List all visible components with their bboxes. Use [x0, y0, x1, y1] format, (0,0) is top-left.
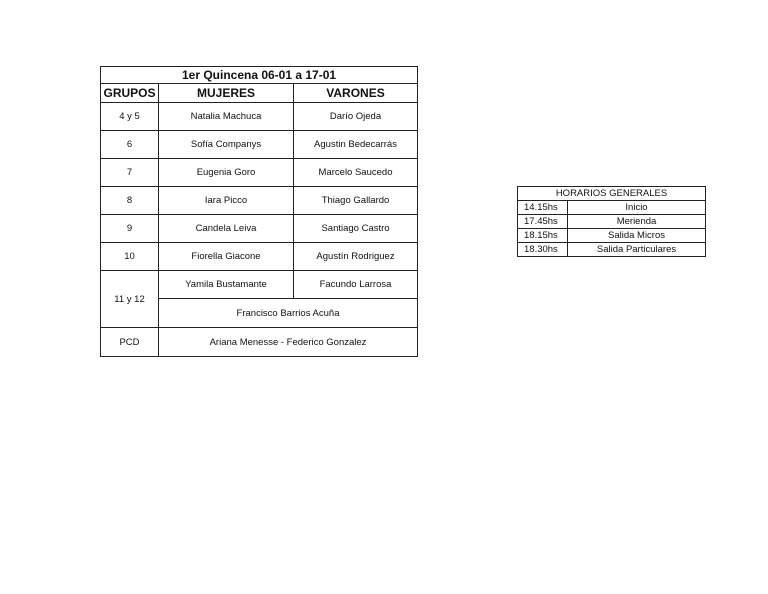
table-row	[518, 243, 706, 257]
table-row	[101, 103, 418, 131]
table-row	[101, 159, 418, 187]
table-row	[101, 328, 418, 357]
header-groups: GRUPOS	[101, 84, 159, 103]
women-cell: Fiorella Giacone	[159, 243, 294, 271]
table-row	[101, 187, 418, 215]
time-cell: 18.30hs	[518, 243, 568, 257]
men-cell: Marcelo Saucedo	[294, 159, 418, 187]
group-cell: 10	[101, 243, 159, 271]
hours-table	[517, 186, 706, 257]
table-row	[101, 243, 418, 271]
shared-cell: Francisco Barrios Acuña	[159, 299, 418, 328]
table-row	[518, 201, 706, 215]
table-row	[101, 131, 418, 159]
hours-title-row	[518, 187, 706, 201]
women-cell: Yamila Bustamante	[159, 271, 294, 299]
table-row	[518, 229, 706, 243]
schedule-table	[100, 66, 418, 357]
time-cell: 17.45hs	[518, 215, 568, 229]
men-cell: Agustín Rodriguez	[294, 243, 418, 271]
men-cell: Facundo Larrosa	[294, 271, 418, 299]
men-cell: Darío Ojeda	[294, 103, 418, 131]
women-cell: Sofía Companys	[159, 131, 294, 159]
men-cell: Thiago Gallardo	[294, 187, 418, 215]
table-row	[518, 215, 706, 229]
activity-cell: Inicio	[568, 201, 706, 215]
men-cell: Agustin Bedecarrás	[294, 131, 418, 159]
header-men: VARONES	[294, 84, 418, 103]
activity-cell: Salida Particulares	[568, 243, 706, 257]
table-row	[101, 271, 418, 299]
group-cell: 9	[101, 215, 159, 243]
group-cell: 4 y 5	[101, 103, 159, 131]
schedule-title: 1er Quincena 06-01 a 17-01	[101, 67, 418, 84]
women-cell: Natalia Machuca	[159, 103, 294, 131]
schedule-header-row	[101, 84, 418, 103]
schedule-title-row	[101, 67, 418, 84]
women-cell: Eugenia Goro	[159, 159, 294, 187]
group-cell: 7	[101, 159, 159, 187]
men-cell: Santiago Castro	[294, 215, 418, 243]
time-cell: 14.15hs	[518, 201, 568, 215]
pcd-names-cell: Ariana Menesse - Federico Gonzalez	[159, 328, 418, 357]
group-cell: 8	[101, 187, 159, 215]
table-row	[101, 215, 418, 243]
group-cell: 6	[101, 131, 159, 159]
women-cell: Candela Leiva	[159, 215, 294, 243]
activity-cell: Salida Micros	[568, 229, 706, 243]
time-cell: 18.15hs	[518, 229, 568, 243]
group-cell: PCD	[101, 328, 159, 357]
group-cell: 11 y 12	[101, 271, 159, 328]
hours-title: HORARIOS GENERALES	[518, 187, 706, 201]
activity-cell: Merienda	[568, 215, 706, 229]
women-cell: Iara Picco	[159, 187, 294, 215]
header-women: MUJERES	[159, 84, 294, 103]
